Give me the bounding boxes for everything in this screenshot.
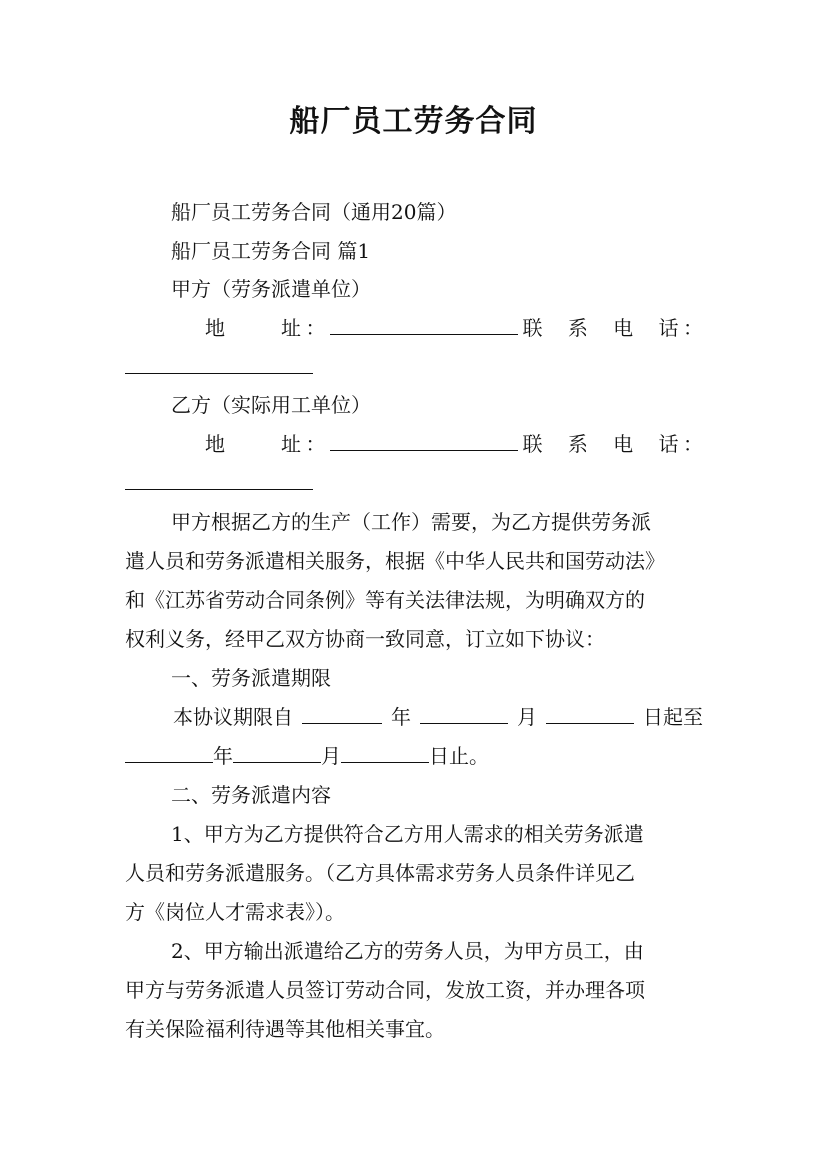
party-a-address-blank[interactable] — [330, 310, 518, 335]
start-month-label: 月 — [517, 705, 537, 729]
intro-line: 遣人员和劳务派遣相关服务，根据《中华人民共和国劳动法》 — [125, 549, 665, 573]
section-1-heading: 一、劳务派遣期限 — [171, 666, 331, 690]
end-month-blank[interactable] — [233, 738, 321, 763]
party-a-phone-colon: ： — [683, 316, 703, 340]
end-day-blank[interactable] — [341, 738, 429, 763]
end-day-label: 日止。 — [429, 744, 489, 768]
party-a-label: 甲方（劳务派遣单位） — [171, 277, 371, 301]
term-prefix: 本协议期限自 — [173, 705, 293, 729]
party-b-address-blank[interactable] — [330, 426, 518, 451]
document-subtitle: 船厂员工劳务合同（通用20篇） — [171, 200, 457, 224]
end-month-label: 月 — [321, 744, 341, 768]
party-b-phone-colon: ： — [683, 432, 703, 456]
clause-1-line: 方《岗位人才需求表》）。 — [125, 900, 345, 924]
section-2-heading: 二、劳务派遣内容 — [171, 783, 331, 807]
clause-2-line: 2、甲方输出派遣给乙方的劳务人员，为甲方员工，由 — [171, 939, 644, 963]
party-b-address-colon: ： — [305, 432, 326, 456]
party-a-contact-row — [125, 308, 703, 348]
clause-1-line: 1、甲方为乙方提供符合乙方用人需求的相关劳务派遣 — [171, 822, 644, 846]
start-year-label: 年 — [391, 705, 411, 729]
party-b-label: 乙方（实际用工单位） — [171, 393, 371, 417]
party-a-phone-label: 联 系 电 话 — [522, 316, 679, 340]
party-a-address-colon: ： — [305, 316, 326, 340]
end-year-blank[interactable] — [125, 738, 213, 763]
term-start-row — [125, 697, 703, 737]
intro-line: 甲方根据乙方的生产（工作）需要，为乙方提供劳务派 — [171, 510, 651, 534]
start-year-blank[interactable] — [302, 699, 382, 724]
party-b-phone-row — [125, 463, 703, 503]
article-heading: 船厂员工劳务合同 篇1 — [171, 239, 371, 263]
party-b-address-label: 地 址 — [205, 432, 301, 456]
party-b-phone-blank[interactable] — [125, 465, 313, 490]
term-end-row — [125, 736, 703, 776]
intro-line: 和《江苏省劳动合同条例》等有关法律法规，为明确双方的 — [125, 588, 645, 612]
document-title: 船厂员工劳务合同 — [289, 104, 538, 139]
party-b-contact-row — [125, 424, 703, 464]
party-b-phone-label: 联 系 电 话 — [522, 432, 679, 456]
party-a-address-label: 地 址 — [205, 316, 301, 340]
clause-2-line: 有关保险福利待遇等其他相关事宜。 — [125, 1017, 445, 1041]
clause-2-line: 甲方与劳务派遣人员签订劳动合同，发放工资，并办理各项 — [125, 978, 645, 1002]
party-a-phone-row — [125, 347, 703, 387]
start-day-label: 日起至 — [643, 705, 703, 729]
intro-line: 权利义务，经甲乙双方协商一致同意，订立如下协议： — [125, 627, 605, 651]
start-day-blank[interactable] — [546, 699, 634, 724]
end-year-label: 年 — [213, 744, 233, 768]
clause-1-line: 人员和劳务派遣服务。（乙方具体需求劳务人员条件详见乙 — [125, 861, 635, 885]
start-month-blank[interactable] — [420, 699, 508, 724]
party-a-phone-blank[interactable] — [125, 349, 313, 374]
